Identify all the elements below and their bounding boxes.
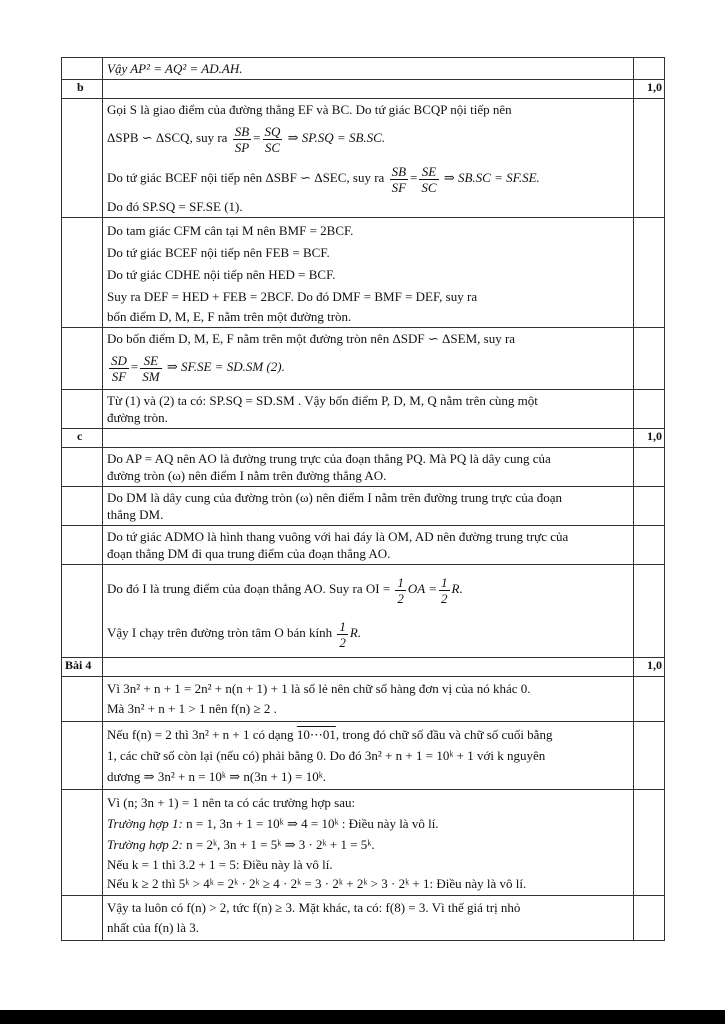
row-text: Trường hợp 1: n = 1, 3n + 1 = 10ᵏ ⇒ 4 = 10ᵏ : Điều này là vô lí.	[107, 816, 439, 831]
row-text: Do DM là dây cung của đường tròn (ω) nên điểm I nằm trên đường trung trực của đoạn	[107, 490, 562, 505]
table-row	[62, 526, 665, 565]
row-text: Nếu f(n) = 2 thì 3n² + n + 1 có dạng 10⋯01, trong đó chữ số đầu và chữ số cuối bằng	[107, 727, 553, 742]
part-label: c	[62, 429, 103, 448]
row-text: bốn điểm D, M, E, F nằm trên một đường tròn.	[107, 309, 352, 324]
row-text: Trường hợp 2: n = 2ᵏ, 3n + 1 = 5ᵏ ⇒ 3 · 2ᵏ + 1 = 5ᵏ.	[107, 837, 375, 852]
fraction: $\frac{SE}{SC}$	[421, 163, 437, 195]
table-row	[62, 328, 665, 390]
row-text: Nếu k = 1 thì 3.2 + 1 = 5: Điều này là vô lí.	[107, 857, 333, 872]
part-header	[62, 80, 665, 99]
solution-table	[61, 57, 665, 941]
row-text: Do tam giác CFM cân tại M nên BMF = 2BCF.	[107, 223, 354, 238]
part-header	[62, 429, 665, 448]
fraction: $\frac{SB}{SP}$	[234, 123, 250, 155]
row-text: Do tứ giác BCEF nội tiếp nên ΔSBF ∽ ΔSEC, suy ra	[107, 170, 385, 185]
formula-line: Do đó I là trung điểm của đoạn thẳng AO. Suy ra OI = $\frac{1}{2}$ OA = $\frac{1}{2}$ R.	[107, 574, 463, 606]
row-text: Vì 3n² + n + 1 = 2n² + n(n + 1) + 1 là số lẻ nên chữ số hàng đơn vị của nó khác 0.	[107, 681, 531, 696]
row-text: Nếu k ≥ 2 thì 5ᵏ > 4ᵏ = 2ᵏ · 2ᵏ ≥ 4 · 2ᵏ = 3 · 2ᵏ + 2ᵏ > 3 · 2ᵏ + 1: Điều này là vô lí.	[107, 876, 527, 891]
formula-line: $\frac{SD}{SF}$ = $\frac{SE}{SM}$ ⇒ SF.SE = SD.SM (2).	[111, 352, 285, 384]
part-score: 1,0	[634, 429, 665, 448]
row-text: Suy ra DEF = HED + FEB = 2BCF. Do đó DMF = BMF = DEF, suy ra	[107, 289, 478, 304]
table-row	[62, 790, 665, 896]
fraction: $\frac{1}{2}$	[441, 574, 448, 606]
fraction: $\frac{SD}{SF}$	[111, 352, 127, 384]
row-text: Vậy ta luôn có f(n) > 2, tức f(n) ≥ 3. Mặt khác, ta có: f(8) = 3. Vì thế giá trị nhỏ	[107, 900, 521, 915]
scan-bottom-edge	[0, 1010, 725, 1024]
row-text: dương ⇒ 3n² + n = 10ᵏ ⇒ n(3n + 1) = 10ᵏ.	[107, 769, 327, 784]
table-row	[62, 677, 665, 722]
row-text: đường tròn (ω) nên điểm I nằm trên đường thẳng AO.	[107, 468, 387, 483]
row-text: Do tứ giác CDHE nội tiếp nên HED = BCF.	[107, 267, 336, 282]
row-text: Vì (n; 3n + 1) = 1 nên ta có các trường hợp sau:	[107, 795, 356, 810]
table-row	[62, 218, 665, 328]
row-text: Do tứ giác ADMO là hình thang vuông với hai đáy là OM, AD nên đường trung trực của	[107, 529, 569, 544]
row-text: ΔSPB ∽ ΔSCQ, suy ra	[107, 130, 228, 145]
table-row	[62, 390, 665, 429]
row-text: thẳng DM.	[107, 507, 164, 522]
table-row	[62, 722, 665, 790]
row-text: đường tròn.	[107, 410, 168, 425]
table-row	[62, 448, 665, 487]
row-text: Từ (1) và (2) ta có: SP.SQ = SD.SM . Vậy bốn điểm P, D, M, Q nằm trên cùng một	[107, 393, 538, 408]
part-header	[62, 658, 665, 677]
row-text: Do AP = AQ nên AO là đường trung trực của đoạn thẳng PQ. Mà PQ là dây cung của	[107, 451, 551, 466]
table-row	[62, 487, 665, 526]
part-score: 1,0	[634, 658, 665, 677]
row-text: Do tứ giác BCEF nội tiếp nên FEB = BCF.	[107, 245, 330, 260]
table-row	[62, 565, 665, 658]
part-score: 1,0	[634, 80, 665, 99]
row-text: Vậy AP² = AQ² = AD.AH.	[107, 61, 243, 76]
row-text: Mà 3n² + n + 1 > 1 nên f(n) ≥ 2 .	[107, 701, 277, 716]
fraction: $\frac{1}{2}$	[397, 574, 404, 606]
row-text: nhất của f(n) là 3.	[107, 920, 200, 935]
row-text: Do đó SP.SQ = SF.SE (1).	[107, 199, 243, 214]
table-row	[62, 99, 665, 218]
table-row	[62, 896, 665, 941]
fraction: $\frac{SQ}{SC}$	[264, 123, 281, 155]
row-text: Do bốn điểm D, M, E, F nằm trên một đường tròn nên ΔSDF ∽ ΔSEM, suy ra	[107, 331, 516, 346]
row-text: 1, các chữ số còn lại (nếu có) phải bằng 0. Do đó 3n² + n + 1 = 10ᵏ + 1 với k nguyên	[107, 748, 546, 763]
part-label: Bài 4	[62, 658, 103, 677]
part-label: b	[62, 80, 103, 99]
formula-line: Do tứ giác BCEF nội tiếp nên ΔSBF ∽ ΔSEC, suy ra $\frac{SB}{SF}$ = $\frac{SE}{SC}$ ⇒ SB.SC = SF.SE.	[107, 163, 540, 195]
row-text: Gọi S là giao điểm của đường thẳng EF và BC. Do tứ giác BCQP nội tiếp nên	[107, 102, 512, 117]
table-row	[62, 58, 665, 80]
formula-line: ΔSPB ∽ ΔSCQ, suy ra $\frac{SB}{SP}$ = $\frac{SQ}{SC}$ ⇒ SP.SQ = SB.SC.	[107, 123, 386, 155]
row-text: đoạn thẳng DM đi qua trung điểm của đoạn thẳng AO.	[107, 546, 391, 561]
fraction: $\frac{SE}{SM}$	[142, 352, 160, 384]
fraction: $\frac{1}{2}$	[339, 618, 346, 650]
formula-line: Vậy I chạy trên đường tròn tâm O bán kính $\frac{1}{2}$ R.	[107, 618, 362, 650]
fraction: $\frac{SB}{SF}$	[391, 163, 407, 195]
